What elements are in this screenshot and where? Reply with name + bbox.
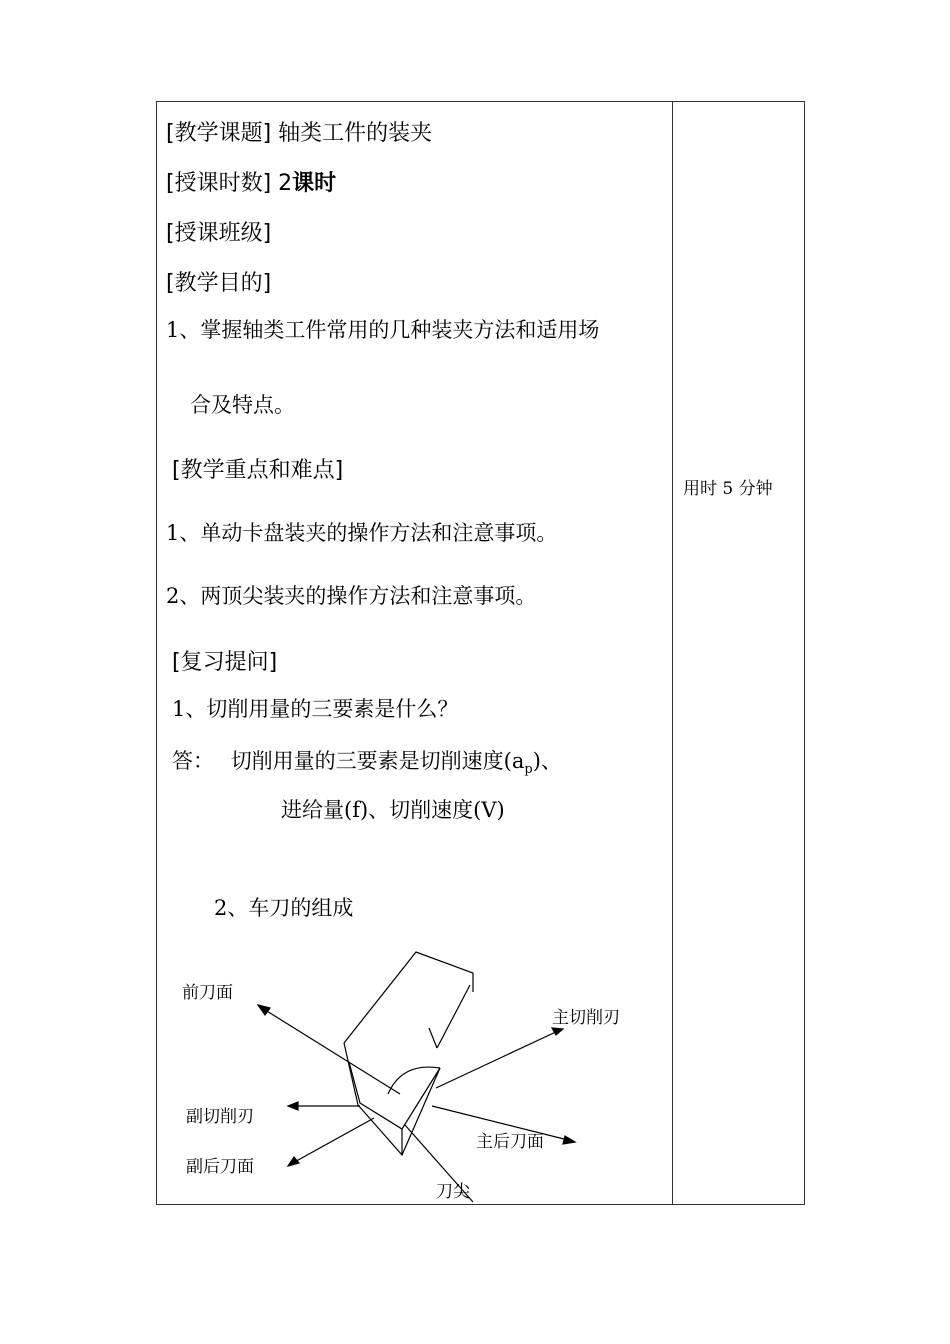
objective-line-1: 1、掌握轴类工件常用的几种装夹方法和适用场: [166, 318, 600, 342]
label-front-face: 前刀面: [182, 983, 233, 1003]
label-minor-flank: 副后刀面: [186, 1157, 254, 1177]
front-face-arrow: [262, 1008, 400, 1094]
time-note: 用时 5 分钟: [683, 479, 773, 499]
focus-item-1: 1、单动卡盘装夹的操作方法和注意事项。: [166, 521, 558, 545]
objective-label: [教学目的]: [166, 271, 272, 296]
tool-shank-outline: [344, 952, 473, 1043]
hours-num: 2: [278, 171, 293, 196]
answer-subscript: p: [524, 762, 533, 778]
review-answer-line-2: 进给量(f)、切削速度(V): [281, 798, 505, 822]
label-main-flank: 主后刀面: [476, 1132, 544, 1152]
answer-end: )、: [532, 749, 562, 773]
focus-item-2: 2、两顶尖装夹的操作方法和注意事项。: [166, 584, 537, 608]
label-tip: 刀尖: [436, 1182, 470, 1202]
hours-unit: 课时: [292, 171, 337, 196]
label-minor-edge: 副切削刃: [186, 1107, 254, 1127]
label-main-edge: 主切削刃: [552, 1008, 620, 1028]
answer-prefix: 答：: [172, 749, 214, 773]
focus-label: [教学重点和难点]: [172, 458, 344, 483]
class-label: [授课班级]: [166, 221, 272, 246]
main-edge-arrow: [436, 1030, 560, 1088]
review-question-2: 2、车刀的组成: [214, 896, 354, 920]
topic-label: [教学课题]: [166, 121, 272, 146]
minor-flank-arrow: [291, 1118, 374, 1164]
hours-label: [授课时数]: [166, 171, 272, 196]
review-label: [复习提问]: [172, 650, 278, 675]
objective-line-2: 合及特点。: [190, 393, 295, 417]
review-question-1: 1、切削用量的三要素是什么？: [172, 697, 459, 721]
tool-shank-back: [437, 985, 470, 1048]
answer-main: 切削用量的三要素是切削速度(a: [230, 749, 525, 773]
topic-value: 轴类工件的装夹: [278, 121, 433, 146]
